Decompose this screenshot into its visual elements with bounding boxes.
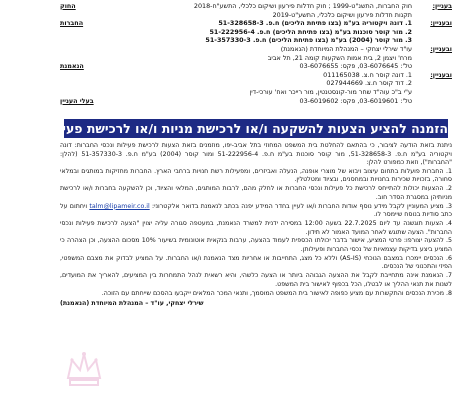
paragraph: 2. ההצעות יכולות להתייחס לרכישת כל פעילות ונכסי החברות או לחלק מהם, לרבות המותגים, המלאי והציוד, וכן להשקעה בחברות ו/או לרכישת מניותיהן במסגרת הסדר חוב.: [60, 185, 452, 201]
paragraph: 8. מכירת הנכסים והתקשרות עם מציע כפופה לאישור בית המשפט המוסמך, ותנאי המכר המלאים ייקבעו בהסכם שייחתם עם הזוכה.: [101, 289, 452, 297]
header-line: [60, 36, 452, 45]
header-line-side-label: הנאמנת: [60, 62, 84, 71]
header-line-text: 2. דוד קוסר ח.צ. 027944669: [326, 79, 412, 88]
header-line-text: חוק החברות, התשנ"ט-1999 ; חוק חדלות פירעון ושיקום כלכלי, התשע"ח-2018: [193, 2, 412, 10]
header-line-text: ע"י ב"כ עוה"ד שחר מור-קונסטנטין, מור רייכר ואח' עורכי-דין: [249, 87, 412, 96]
header-line: [60, 97, 452, 106]
paragraph-list: [60, 142, 452, 298]
header-line: [60, 62, 452, 71]
notice-signature: שירלי יצחקי, עו"ד – המנהלת המיוחדת (הנאמנת): [60, 300, 204, 308]
header-line: [60, 28, 452, 37]
paragraph: [60, 203, 452, 220]
email-link[interactable]: talm@lipameir.co.il: [89, 202, 150, 210]
paragraph: 5. להצעה יצורפו: פרטי המציע, אישור בדבר יכולתו הכספית לעמוד בהצעה, ערבות בנקאית אוטונומית בשיעור 10% מסכום ההצעה, וכן הצהרה כי המציע ביצע בדיקות עצמאיות של נכסי החברות ופעילותן.: [60, 237, 452, 253]
header-line-text: טל': 03-6019601, פקס: 03-6019602: [299, 96, 412, 105]
header-line: [60, 45, 452, 54]
header-line: [60, 2, 452, 11]
paragraph: 4. הצעות תוגשנה עד ליום 22.7.2025 בשעה 12:00 במסירה ידנית למשרד הנאמנת, במעטפה סגורה עליה יצוין "הצעה לרכישת פעילות ונכסי החברות". הצעה שתוגש לאחר המועד האמור לא תידון.: [60, 220, 452, 236]
header-line-label: ובעניין:: [430, 44, 452, 53]
paragraph: 1. החברות פועלות בתחום עיצוב ויבוא של מוצרי אופנה, הנעלה ואביזרים, ומפעילות רשת חנויות ברחבי הארץ. החברות מחזיקות במותגים ובמלאי סחורה, בזכויות שכירות בחנויות ובמחסנים, ובציוד ומטלטלין.: [60, 167, 452, 184]
header-line-label: ובעניין:: [430, 19, 452, 28]
notice-body: [60, 142, 452, 309]
header-line-text: עו"ד שירלי יצחקי – המנהלת המיוחדת (הנאמנת): [280, 44, 412, 53]
notice-header: [60, 2, 452, 105]
watermark-crown-icon: [64, 348, 104, 392]
header-line-label: ובעניין:: [430, 70, 452, 79]
header-line-text: תקנות חדלות פירעון ושיקום כלכלי, התשע"ט-2019: [272, 10, 412, 19]
header-line-text: 3. מור קוסר (2004) בע"מ (בצו פתיחת הליכים) ח.פ. 51-357330-3: [205, 36, 412, 45]
header-line: [60, 88, 452, 97]
header-line-text: מרח' ויצמן 2, בית אמות השקעות קומה 21, תל אביב: [267, 53, 412, 62]
paragraph: 6. הנכסים יימכרו במצבם הנוכחי (AS-IS) וללא כל מצג, התחייבות או אחריות מצד הנאמנת ו/או החברות. על המציע לבדוק את מצבם המשפטי, הפיזי והתכנוני של הנכסים.: [60, 254, 453, 271]
header-line-side-label: החברות: [60, 19, 84, 28]
notice-banner: הזמנה להציע הצעות להשקעה ו/או לרכישת מניות ו/או לרכישת פעילות ונכסים: [0, 121, 448, 136]
header-line-text: 2. מור קוסר סוכנות בע"מ (בצו פתיחת הליכים) ח.פ. 51-222956-4: [209, 27, 412, 36]
header-line: [60, 79, 452, 88]
header-line-text: 1. דונה קוסר ח.צ. 011165038: [323, 70, 412, 79]
header-line: [60, 11, 452, 20]
header-line: [60, 19, 452, 28]
paragraph: ניתנת בזאת הודעה לציבור, כי בהתאם להחלטת בית המשפט המחוזי בתל אביב-יפו, מוזמנים בזאת הצעות לרכישת פעילות ונכסי החברות: דונה ויקטוריה בע"מ ח.פ. 51-328658-3, מור קוסר סוכנות בע"מ ח.פ. 51-222956-4 ומור קוסר (2004) בע"מ ח.פ. 51-357330-3 (להלן: "החברות"), וזאת כמפורט להלן:: [60, 142, 452, 166]
header-line-text: טל': 03-6076645, פקס: 03-6076655: [299, 62, 412, 71]
header-line-side-label: החוק: [60, 2, 76, 10]
paragraph: 7. הנאמנת אינה מתחייבת לקבל את ההצעה הגבוהה ביותר או הצעה כלשהי, והיא רשאית לנהל התמחרות בין המציעים, להאריך את המועדים, לשנות את תנאי ההליך או לבטלו, הכל בכפוף לאישור בית המשפט.: [60, 272, 452, 288]
header-line: [60, 71, 452, 80]
paragraph-text: 3. מציע המעוניין לקבל מידע נוסף אודות החברות ו/או לעיין בחדר המידע יפנה בכתב לנאמנת בדואר אלקטרוני:: [149, 202, 453, 210]
header-line-label: בעניין:: [432, 2, 452, 10]
header-line-side-label: בעלי העניין: [60, 96, 94, 105]
header-lines: [60, 2, 452, 105]
header-line: [60, 54, 452, 63]
header-line-text: 1. דונה ויקטוריה בע"מ (בצו פתיחת הליכים) ח.פ. 51-328658-3: [218, 19, 412, 28]
paragraph-text: ויחתום על כתב סודיות בנוסח שיימסר לו.: [60, 202, 452, 219]
